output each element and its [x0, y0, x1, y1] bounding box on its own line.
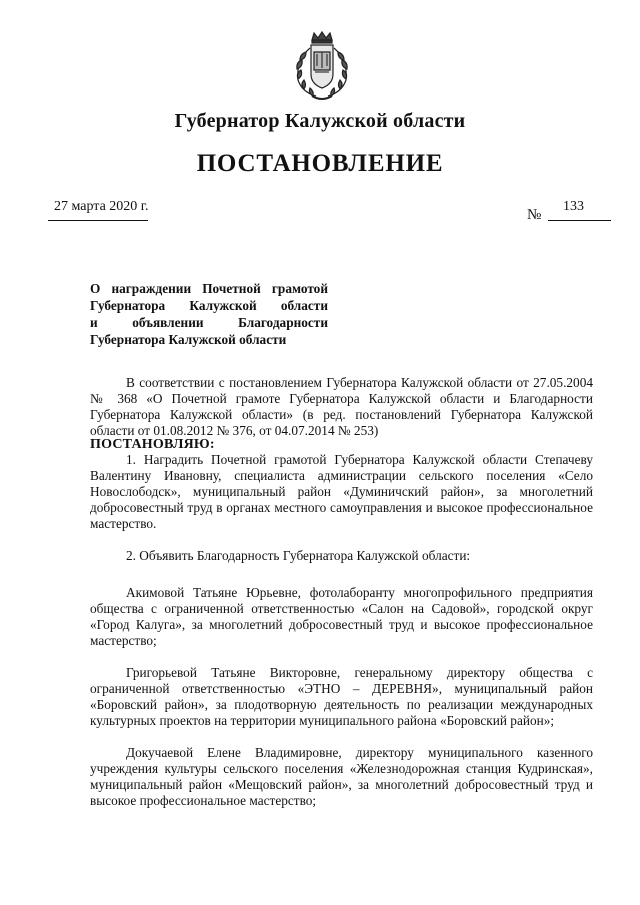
- item-paragraph: [90, 548, 593, 564]
- issuing-authority: Губернатор Калужской области: [174, 110, 466, 132]
- document-subject: [90, 280, 328, 348]
- preamble-paragraph: [90, 375, 593, 439]
- subject-line: Губернатора Калужской области: [90, 298, 328, 313]
- decree-word: ПОСТАНОВЛЯЮ:: [90, 437, 215, 452]
- number-sign: №: [527, 207, 542, 223]
- subject-line: и объявлении Благодарности: [90, 315, 328, 330]
- item-text: 1. Наградить Почетной грамотой Губернатора Калужской области Степачеву Валентину Ивановну, специалиста администрации сельского поселения «Село Новослободск», муниципальный район «Думиничский район», за многолетний добросовестный труд в органах местного самоуправления и высокое профессиональное мастерство.: [90, 452, 593, 531]
- awardee-paragraph: [90, 745, 593, 809]
- awardee-paragraph: [90, 585, 593, 649]
- awardee-paragraph: [90, 665, 593, 729]
- coat-of-arms-emblem: [284, 30, 360, 104]
- document-type-title: ПОСТАНОВЛЕНИЕ: [196, 150, 444, 177]
- subject-line: Губернатора Калужской области: [90, 332, 287, 347]
- awardee-text: Акимовой Татьяне Юрьевне, фотолаборанту многопрофильного предприятия общества с ограниченной ответственностью «Салон на Садовой», городской округ «Город Калуга», за многолетний добросовестный труд и высокое профессиональное мастерство;: [90, 585, 593, 648]
- number-underline: [548, 220, 611, 221]
- subject-line: О награждении Почетной грамотой: [90, 281, 328, 296]
- decree-paragraph: [90, 436, 593, 453]
- document-number: 133: [563, 199, 584, 214]
- awardee-text: Докучаевой Елене Владимировне, директору муниципального казенного учреждения культуры сельского поселения «Железнодорожная станция Кудринская», муниципальный район «Мещовский район», за многолетний добросовестный труд и высокое профессиональное мастерство;: [90, 745, 593, 808]
- date-underline: [48, 220, 148, 221]
- awardee-text: Григорьевой Татьяне Викторовне, генеральному директору общества с ограниченной ответственностью «ЭТНО – ДЕРЕВНЯ», муниципальный район «Боровский район», за плодотворную деятельность по реализации международных культурных проектов на территории муниципального района «Боровский район»;: [90, 665, 593, 728]
- item-text: 2. Объявить Благодарность Губернатора Калужской области:: [126, 548, 471, 563]
- document-date: 27 марта 2020 г.: [54, 199, 149, 214]
- item-paragraph: [90, 452, 593, 532]
- preamble-text: В соответствии с постановлением Губернатора Калужской области от 27.05.2004 № 368 «О Почетной грамоте Губернатора Калужской области и Благодарности Губернатора Калужской области» (в ред. постановлений Губернатора Калужской области от 01.08.2012 № 376, от 04.07.2014 № 253): [90, 375, 593, 438]
